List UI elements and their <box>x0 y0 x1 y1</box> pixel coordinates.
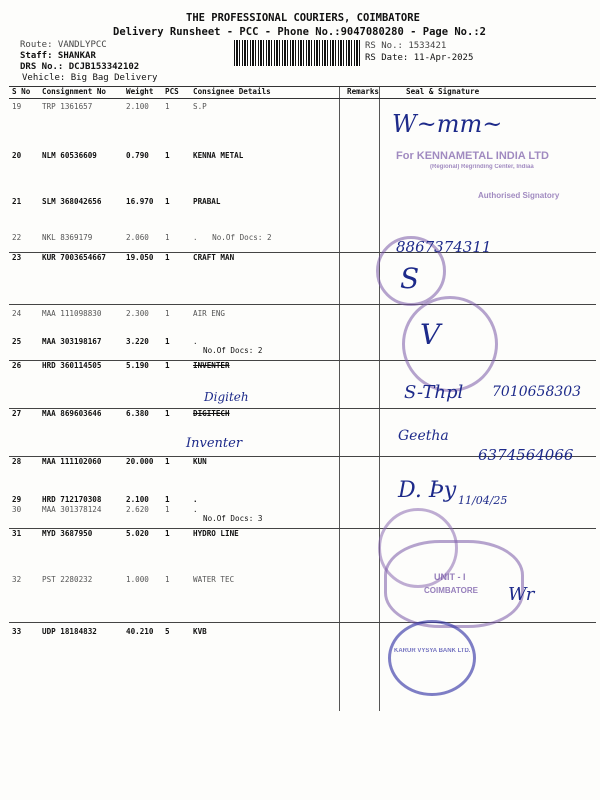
row-weight: 2.100 <box>126 494 149 504</box>
row-consignee <box>190 505 344 529</box>
row-sno: 25 <box>9 337 39 361</box>
row-sno: 26 <box>9 361 39 409</box>
signature-row31: Wr <box>508 584 535 605</box>
rs-date: RS Date: 11-Apr-2025 <box>365 53 474 63</box>
row-consignment: NKL 8369179 <box>39 233 123 253</box>
row-pcs: 1 <box>165 102 170 111</box>
row-pcs: 1 <box>162 505 190 529</box>
row-docs: No.Of Docs: 3 <box>203 513 263 523</box>
col-seal: Seal & Signature <box>386 87 596 99</box>
row-consignment: MAA 301378124 <box>39 505 123 529</box>
signature-row19: W~mm~ <box>392 110 503 138</box>
col-consignment: Consignment No <box>39 87 123 99</box>
handwritten-phone: 7010658303 <box>492 384 582 400</box>
row-weight: 2.100 <box>126 102 149 111</box>
row-weight: 19.050 <box>123 253 162 305</box>
table-row <box>9 253 596 305</box>
row-consignee: INVENTER <box>190 361 344 409</box>
row-weight: 20.000 <box>126 457 154 466</box>
unit-stamp-label: UNIT - I <box>434 572 466 582</box>
table-row <box>9 505 596 529</box>
row-consignment: UDP 18184832 <box>42 627 97 636</box>
row-sno: 27 <box>9 409 39 457</box>
row-pcs: 1 <box>162 575 190 623</box>
table-row <box>9 337 596 361</box>
staff-label: Staff: SHANKAR <box>20 51 96 61</box>
row-pcs: 1 <box>162 233 190 253</box>
runsheet-subtitle: Delivery Runsheet - PCC - Phone No.:9047080280 - Page No.:2 <box>113 26 486 38</box>
row-consignee-text: . <box>193 232 198 242</box>
row-consignee: . <box>193 494 198 504</box>
row-weight: 1.000 <box>123 575 162 623</box>
row-consignment: HRD 712170308 <box>42 494 102 504</box>
row-weight: 6.380 <box>123 409 162 457</box>
row-pcs: 1 <box>165 309 170 318</box>
kennametal-stamp: For KENNAMETAL INDIA LTD <box>396 150 549 162</box>
row-sno: 20 <box>12 150 22 160</box>
table-row <box>9 197 596 233</box>
row-consignee: KUN <box>193 457 207 466</box>
table-row <box>9 623 596 663</box>
row-pcs: 1 <box>162 337 190 361</box>
vehicle-label: Vehicle: Big Bag Delivery <box>22 73 158 83</box>
row-pcs: 1 <box>165 150 170 160</box>
row-consignee <box>190 233 344 253</box>
coimbatore-stamp-label: COIMBATORE <box>424 586 478 595</box>
row-pcs: 1 <box>165 494 170 504</box>
round-seal-stamp <box>402 296 498 392</box>
row-consignee: AIR ENG <box>193 309 226 318</box>
drs-label: DRS No.: DCJB153342102 <box>20 62 140 72</box>
row-consignment: TRP 1361657 <box>42 102 93 111</box>
handwritten-name: S-Thpl <box>404 382 464 403</box>
signature-row24: V <box>420 318 441 351</box>
col-sno: S No <box>9 87 39 99</box>
row-consignment: SLM 368042656 <box>42 196 102 206</box>
row-consignee-text: . <box>193 336 198 346</box>
row-consignee: WATER TEC <box>190 575 344 623</box>
row-consignee-text: . <box>193 504 198 514</box>
row-sno: 33 <box>12 627 22 636</box>
handwritten-phone: 6374564066 <box>478 446 574 464</box>
route-label: Route: VANDLYPCC <box>20 40 107 50</box>
row-weight: 0.790 <box>126 150 149 160</box>
row-sno: 32 <box>9 575 39 623</box>
row-consignee <box>190 337 344 361</box>
row-consignee: CRAFT MAN <box>190 253 344 305</box>
row-pcs: 1 <box>162 409 190 457</box>
row-pcs: 1 <box>165 457 170 466</box>
row-consignment: MAA 111102060 <box>42 457 102 466</box>
signature-row23: S <box>400 262 420 295</box>
handwritten-phone: 8867374311 <box>396 238 492 256</box>
row-weight: 2.060 <box>123 233 162 253</box>
row-sno: 23 <box>9 253 39 305</box>
bank-seal-stamp <box>388 620 476 696</box>
row-sno: 21 <box>12 196 22 206</box>
row-consignee: DIGITECH <box>190 409 344 457</box>
signature-row28: D. Þy <box>398 478 457 503</box>
row-sno: 31 <box>12 529 22 538</box>
row-consignment: MAA 303198167 <box>39 337 123 361</box>
row-sno: 29 <box>12 494 22 504</box>
row-consignee: KENNA METAL <box>193 150 244 160</box>
row-consignment: PST 2280232 <box>39 575 123 623</box>
row-pcs: 1 <box>162 253 190 305</box>
row-sno: 22 <box>9 233 39 253</box>
row-sno: 19 <box>12 102 22 111</box>
table-row <box>9 99 596 151</box>
row-pcs: 1 <box>165 529 170 538</box>
handwritten-note: Inventer <box>186 436 243 451</box>
col-weight: Weight <box>123 87 162 99</box>
handwritten-date: 11/04/25 <box>458 494 508 507</box>
handwritten-name: Geetha <box>398 428 449 444</box>
row-consignment: MAA 869603646 <box>39 409 123 457</box>
row-sno: 28 <box>12 457 22 466</box>
row-weight: 2.620 <box>123 505 162 529</box>
col-consignee: Consignee Details <box>190 87 344 99</box>
row-consignee: PRABAL <box>193 196 221 206</box>
row-pcs: 1 <box>162 361 190 409</box>
row-sno: 24 <box>12 309 22 318</box>
row-weight: 40.210 <box>126 627 154 636</box>
unit-seal-stamp <box>384 540 524 628</box>
row-consignee: KVB <box>193 627 207 636</box>
row-weight: 16.970 <box>126 196 154 206</box>
row-consignment: HRD 360114505 <box>39 361 123 409</box>
kennametal-stamp-sub: (Regional) Regrinding Center, Indiaa <box>430 164 534 170</box>
row-weight: 5.190 <box>123 361 162 409</box>
row-consignee: HYDRO LINE <box>193 529 239 538</box>
bank-stamp-label: KARUR VYSYA BANK LTD. <box>394 648 471 654</box>
row-consignment: KUR 7003654667 <box>39 253 123 305</box>
col-pcs: PCS <box>162 87 190 99</box>
table-row <box>9 305 596 337</box>
row-weight: 5.020 <box>126 529 149 538</box>
row-sno: 30 <box>9 505 39 529</box>
row-pcs: 1 <box>165 196 170 206</box>
row-consignment: MAA 111098830 <box>42 309 102 318</box>
table-row <box>9 495 596 505</box>
row-consignment: MYD 3687950 <box>42 529 93 538</box>
table-row <box>9 233 596 253</box>
row-docs: No.Of Docs: 2 <box>212 232 272 242</box>
row-pcs: 5 <box>165 627 170 636</box>
row-weight: 3.220 <box>123 337 162 361</box>
row-docs: No.Of Docs: 2 <box>203 345 263 355</box>
row-weight: 2.300 <box>126 309 149 318</box>
rs-number: RS No.: 1533421 <box>365 41 447 51</box>
company-title: THE PROFESSIONAL COURIERS, COIMBATORE <box>186 12 420 24</box>
barcode-image <box>234 40 360 66</box>
row-consignee: S.P <box>193 102 207 111</box>
row-consignment: NLM 60536609 <box>42 150 97 160</box>
table-header-row <box>9 87 596 99</box>
col-remarks: Remarks <box>344 87 386 99</box>
handwritten-note: Digiteh <box>204 390 249 404</box>
authorised-signatory-stamp: Authorised Signatory <box>478 191 560 200</box>
